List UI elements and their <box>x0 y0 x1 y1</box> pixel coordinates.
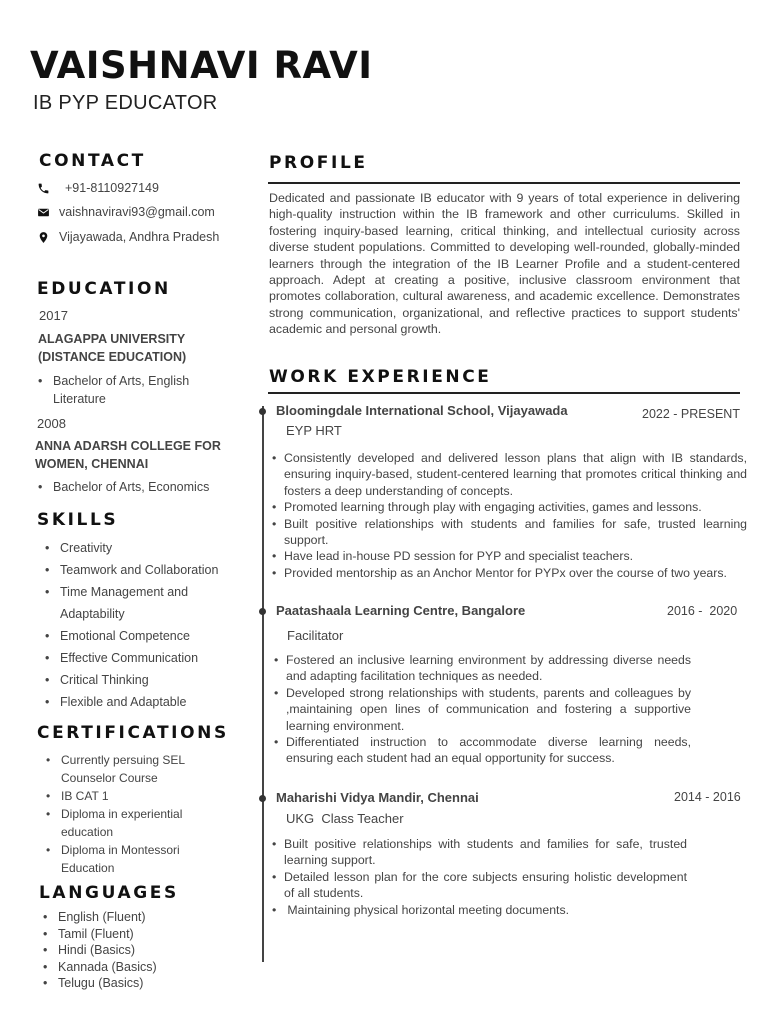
job-title: EYP HRT <box>286 423 342 438</box>
timeline-dot <box>259 795 266 802</box>
job-bullet: • Maintaining physical horizontal meeting documents. <box>270 902 687 918</box>
contact-heading: CONTACT <box>39 151 146 171</box>
skill-item: • Teamwork and Collaboration <box>38 559 238 581</box>
education-degree-list <box>31 478 231 496</box>
job-dates: 2022 - PRESENT <box>642 407 740 421</box>
skill-item: • Time Management and Adaptability <box>38 581 210 625</box>
skills-heading: SKILLS <box>37 510 119 530</box>
job-bullet: • Have lead in-house PD session for PYP and specialist teachers. <box>270 548 747 564</box>
email-address[interactable]: vaishnaviravi93@gmail.com <box>59 205 215 219</box>
skill-item: • Flexible and Adaptable <box>38 691 238 713</box>
email-icon <box>37 206 50 219</box>
job-company: Maharishi Vidya Mandir, Chennai <box>276 790 479 805</box>
language-item: • Kannada (Basics) <box>36 959 216 976</box>
certifications-heading: CERTIFICATIONS <box>37 723 229 743</box>
job-bullet: • Provided mentorship as an Anchor Mentor for PYPx over the course of two years. <box>270 565 747 581</box>
education-degree: • Bachelor of Arts, English Literature <box>31 372 221 408</box>
job-company: Paatashaala Learning Centre, Bangalore <box>276 603 526 618</box>
job-bullet: • Developed strong relationships with students, parents and colleagues by ,maintaining open lines of communication and fostering a supportive learning environment. <box>272 685 691 734</box>
job-dates: 2016 - 2020 <box>667 604 738 618</box>
profile-divider <box>268 182 740 184</box>
job-bullet: • Promoted learning through play with engaging activities, games and lessons. <box>270 499 747 515</box>
education-year: 2017 <box>39 308 68 323</box>
language-item: • Hindi (Basics) <box>36 942 216 959</box>
phone-number: +91-8110927149 <box>65 181 159 195</box>
timeline-dot <box>259 608 266 615</box>
job-title: UKG Class Teacher <box>286 811 404 826</box>
skill-item: • Creativity <box>38 537 238 559</box>
job-title: Facilitator <box>287 628 344 643</box>
work-experience-heading: WORK EXPERIENCE <box>269 367 492 387</box>
job-company: Bloomingdale International School, Vijayawada <box>276 403 568 418</box>
education-institution: ANNA ADARSH COLLEGE FOR WOMEN, CHENNAI <box>35 439 221 471</box>
contact-email <box>37 205 215 219</box>
language-item: • Tamil (Fluent) <box>36 926 216 943</box>
phone-icon <box>37 182 50 195</box>
profile-summary: Dedicated and passionate IB educator with 9 years of total experience in delivering high-quality instruction within the IB framework and other curriculums. Skilled in fostering inquiry-based learning, critical thinking, and intellectual curiosity across diverse student populations. Committed to developing well-rounded, globally-minded learners through the integration of the IB Learner Profile and a student-centered approach. Adept at creating a positive, inclusive classroom environment that promotes collaboration, cultural awareness, and academic excellence. Demonstrates strong communication, organizational, and reflective practices to support students' academic and personal growth. <box>269 191 740 337</box>
education-year: 2008 <box>37 416 66 431</box>
languages-list <box>36 909 216 992</box>
job-dates: 2014 - 2016 <box>674 790 741 804</box>
job-bullet: • Built positive relationships with students and families for safe, trusted learning support. <box>270 516 747 549</box>
certification-item: • Diploma in Montessori Education <box>39 841 201 877</box>
job-responsibilities <box>270 450 747 581</box>
candidate-name: VAISHNAVI RAVI <box>30 44 373 87</box>
location-text: Vijayawada, Andhra Pradesh <box>59 230 220 244</box>
work-divider <box>268 392 740 394</box>
skill-item: • Effective Communication <box>38 647 238 669</box>
profile-heading: PROFILE <box>269 153 368 173</box>
contact-location <box>37 230 219 244</box>
job-responsibilities <box>272 652 691 767</box>
location-pin-icon <box>37 231 50 244</box>
job-bullet: • Fostered an inclusive learning environment by addressing diverse needs and adapting facilitation techniques as needed. <box>272 652 691 685</box>
skill-item: • Critical Thinking <box>38 669 238 691</box>
certification-item: • Currently persuing SEL Counselor Course <box>39 751 219 787</box>
contact-phone <box>37 181 159 195</box>
certification-item: • Diploma in experiential education <box>39 805 201 841</box>
certification-item: • IB CAT 1 <box>39 787 219 805</box>
timeline-dot <box>259 408 266 415</box>
skill-item: • Emotional Competence <box>38 625 238 647</box>
job-bullet: • Differentiated instruction to accommodate diverse learning needs, ensuring each student had an equal opportunity for success. <box>272 734 691 767</box>
job-bullet: • Consistently developed and delivered lesson plans that align with IB standards, ensuring inquiry-based, student-centered learning that promotes critical thinking and fosters a deep understanding of concepts. <box>270 450 747 499</box>
job-bullet: • Built positive relationships with students and families for safe, trusted learning support. <box>270 836 687 869</box>
job-responsibilities <box>270 836 687 918</box>
education-degree-list <box>31 372 221 408</box>
language-item: • English (Fluent) <box>36 909 216 926</box>
education-institution: ALAGAPPA UNIVERSITY (DISTANCE EDUCATION) <box>38 332 187 364</box>
languages-heading: LANGUAGES <box>39 883 179 903</box>
language-item: • Telugu (Basics) <box>36 975 216 992</box>
certifications-list <box>39 751 219 877</box>
timeline-line <box>262 406 264 962</box>
candidate-role: IB PYP EDUCATOR <box>33 92 218 114</box>
education-heading: EDUCATION <box>37 279 171 299</box>
skills-list <box>38 537 238 713</box>
job-bullet: • Detailed lesson plan for the core subjects ensuring holistic development of all students. <box>270 869 687 902</box>
education-degree: • Bachelor of Arts, Economics <box>31 478 231 496</box>
